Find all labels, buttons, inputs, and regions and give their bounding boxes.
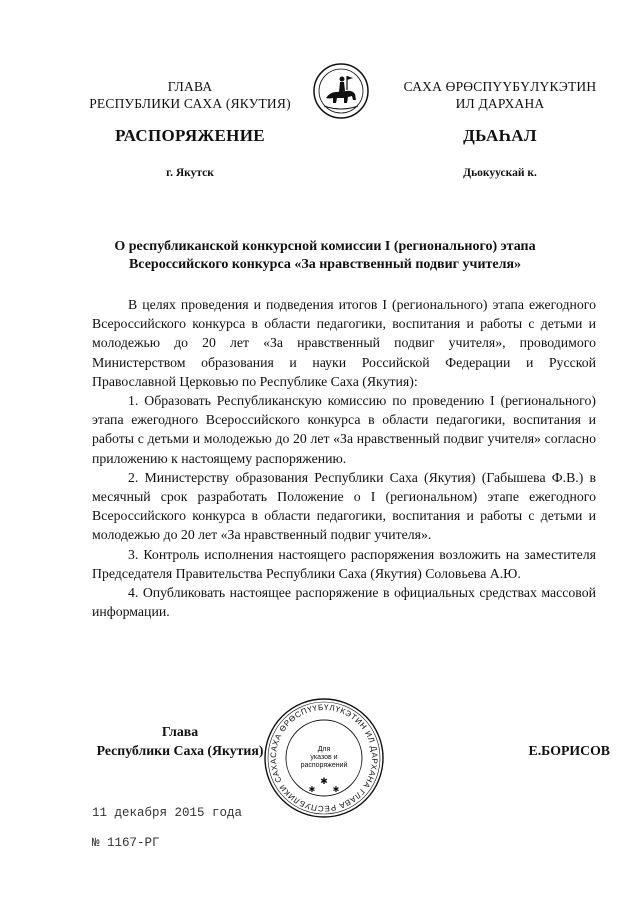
signature-position <box>90 722 270 760</box>
body-item-3: 3. Контроль исполнения настоящего распоряжения возложить на заместителя Председателя Правительства Республики Саха (Якутия) Соловьева А.Ю. <box>92 546 596 581</box>
signature-position-line1: Глава <box>161 724 199 739</box>
document-number: № 1167-РГ <box>92 836 160 850</box>
header-left-subtitle: РЕСПУБЛИКИ САХА (ЯКУТИЯ) <box>89 96 291 111</box>
stamp-star-icon: ✱ <box>308 785 316 794</box>
stamp-ring-text: САХА ӨРӨСПҮҮБҮЛҮКЭТИН ИЛ ДАРХАНА ГЛАВА РЕСПУБЛИКИ САХА <box>268 702 380 814</box>
header-right-title: САХА ӨРӨСПҮҮБҮЛҮКЭТИН <box>403 79 597 94</box>
stamp-center-line2: указов и <box>310 754 338 761</box>
doc-type-yakut: ДЬАҺАЛ <box>463 126 537 145</box>
stamp-center-line1: Для <box>317 746 331 753</box>
official-stamp <box>262 696 386 820</box>
header-right-block <box>390 78 610 112</box>
stamp-star-icon: ✱ <box>332 785 340 794</box>
header-left-block <box>80 78 300 112</box>
doc-type-russian: РАСПОРЯЖЕНИЕ <box>115 126 265 145</box>
document-date: 11 декабря 2015 года <box>92 806 243 820</box>
signature-name: Е.БОРИСОВ <box>528 743 610 758</box>
document-body <box>92 295 596 621</box>
coat-of-arms-icon <box>312 62 370 120</box>
document-title <box>70 238 580 274</box>
header-left-title: ГЛАВА <box>167 79 213 94</box>
city-yakut: Дьокуускай к. <box>463 167 537 179</box>
body-item-4: 4. Опубликовать настоящее распоряжение в официальных средствах массовой информации. <box>92 585 596 620</box>
signature-position-line2: Республики Саха (Якутия) <box>96 743 264 758</box>
document-title-line2: Всероссийского конкурса «За нравственный подвиг учителя» <box>128 257 522 272</box>
document-title-line1: О республиканской конкурсной комиссии I (регионального) этапа <box>114 239 536 254</box>
stamp-star-icon: ✱ <box>320 776 328 786</box>
body-intro-paragraph: В целях проведения и подведения итогов I (регионального) этапа ежегодного Всероссийского конкурса в области педагогики, воспитания и работы с детьми и молодежью до 20 лет «За нравственный подвиг учителя», проводимого Министерством образования и науки Российской Федерации и Русской Православной Церковью по Республике Саха (Якутия): <box>92 297 596 389</box>
stamp-center-line3: распоряжений <box>300 762 348 769</box>
city-russian: г. Якутск <box>166 167 214 179</box>
body-item-1: 1. Образовать Республиканскую комиссию по проведению I (регионального) этапа ежегодного Всероссийского конкурса в области педагогики, воспитания и работы с детьми и молодежью до 20 лет «За нравственный подвиг учителя» согласно приложению к настоящему распоряжению. <box>92 393 596 466</box>
header-right-subtitle: ИЛ ДАРХАНА <box>455 96 545 111</box>
body-item-2: 2. Министерству образования Республики Саха (Якутия) (Габышева Ф.В.) в месячный срок разработать Положение о I (региональном) этапе ежегодного Всероссийского конкурса в области педагогики, воспитания и работы с детьми и молодежью до 20 лет «За нравственный подвиг учителя». <box>92 469 596 543</box>
